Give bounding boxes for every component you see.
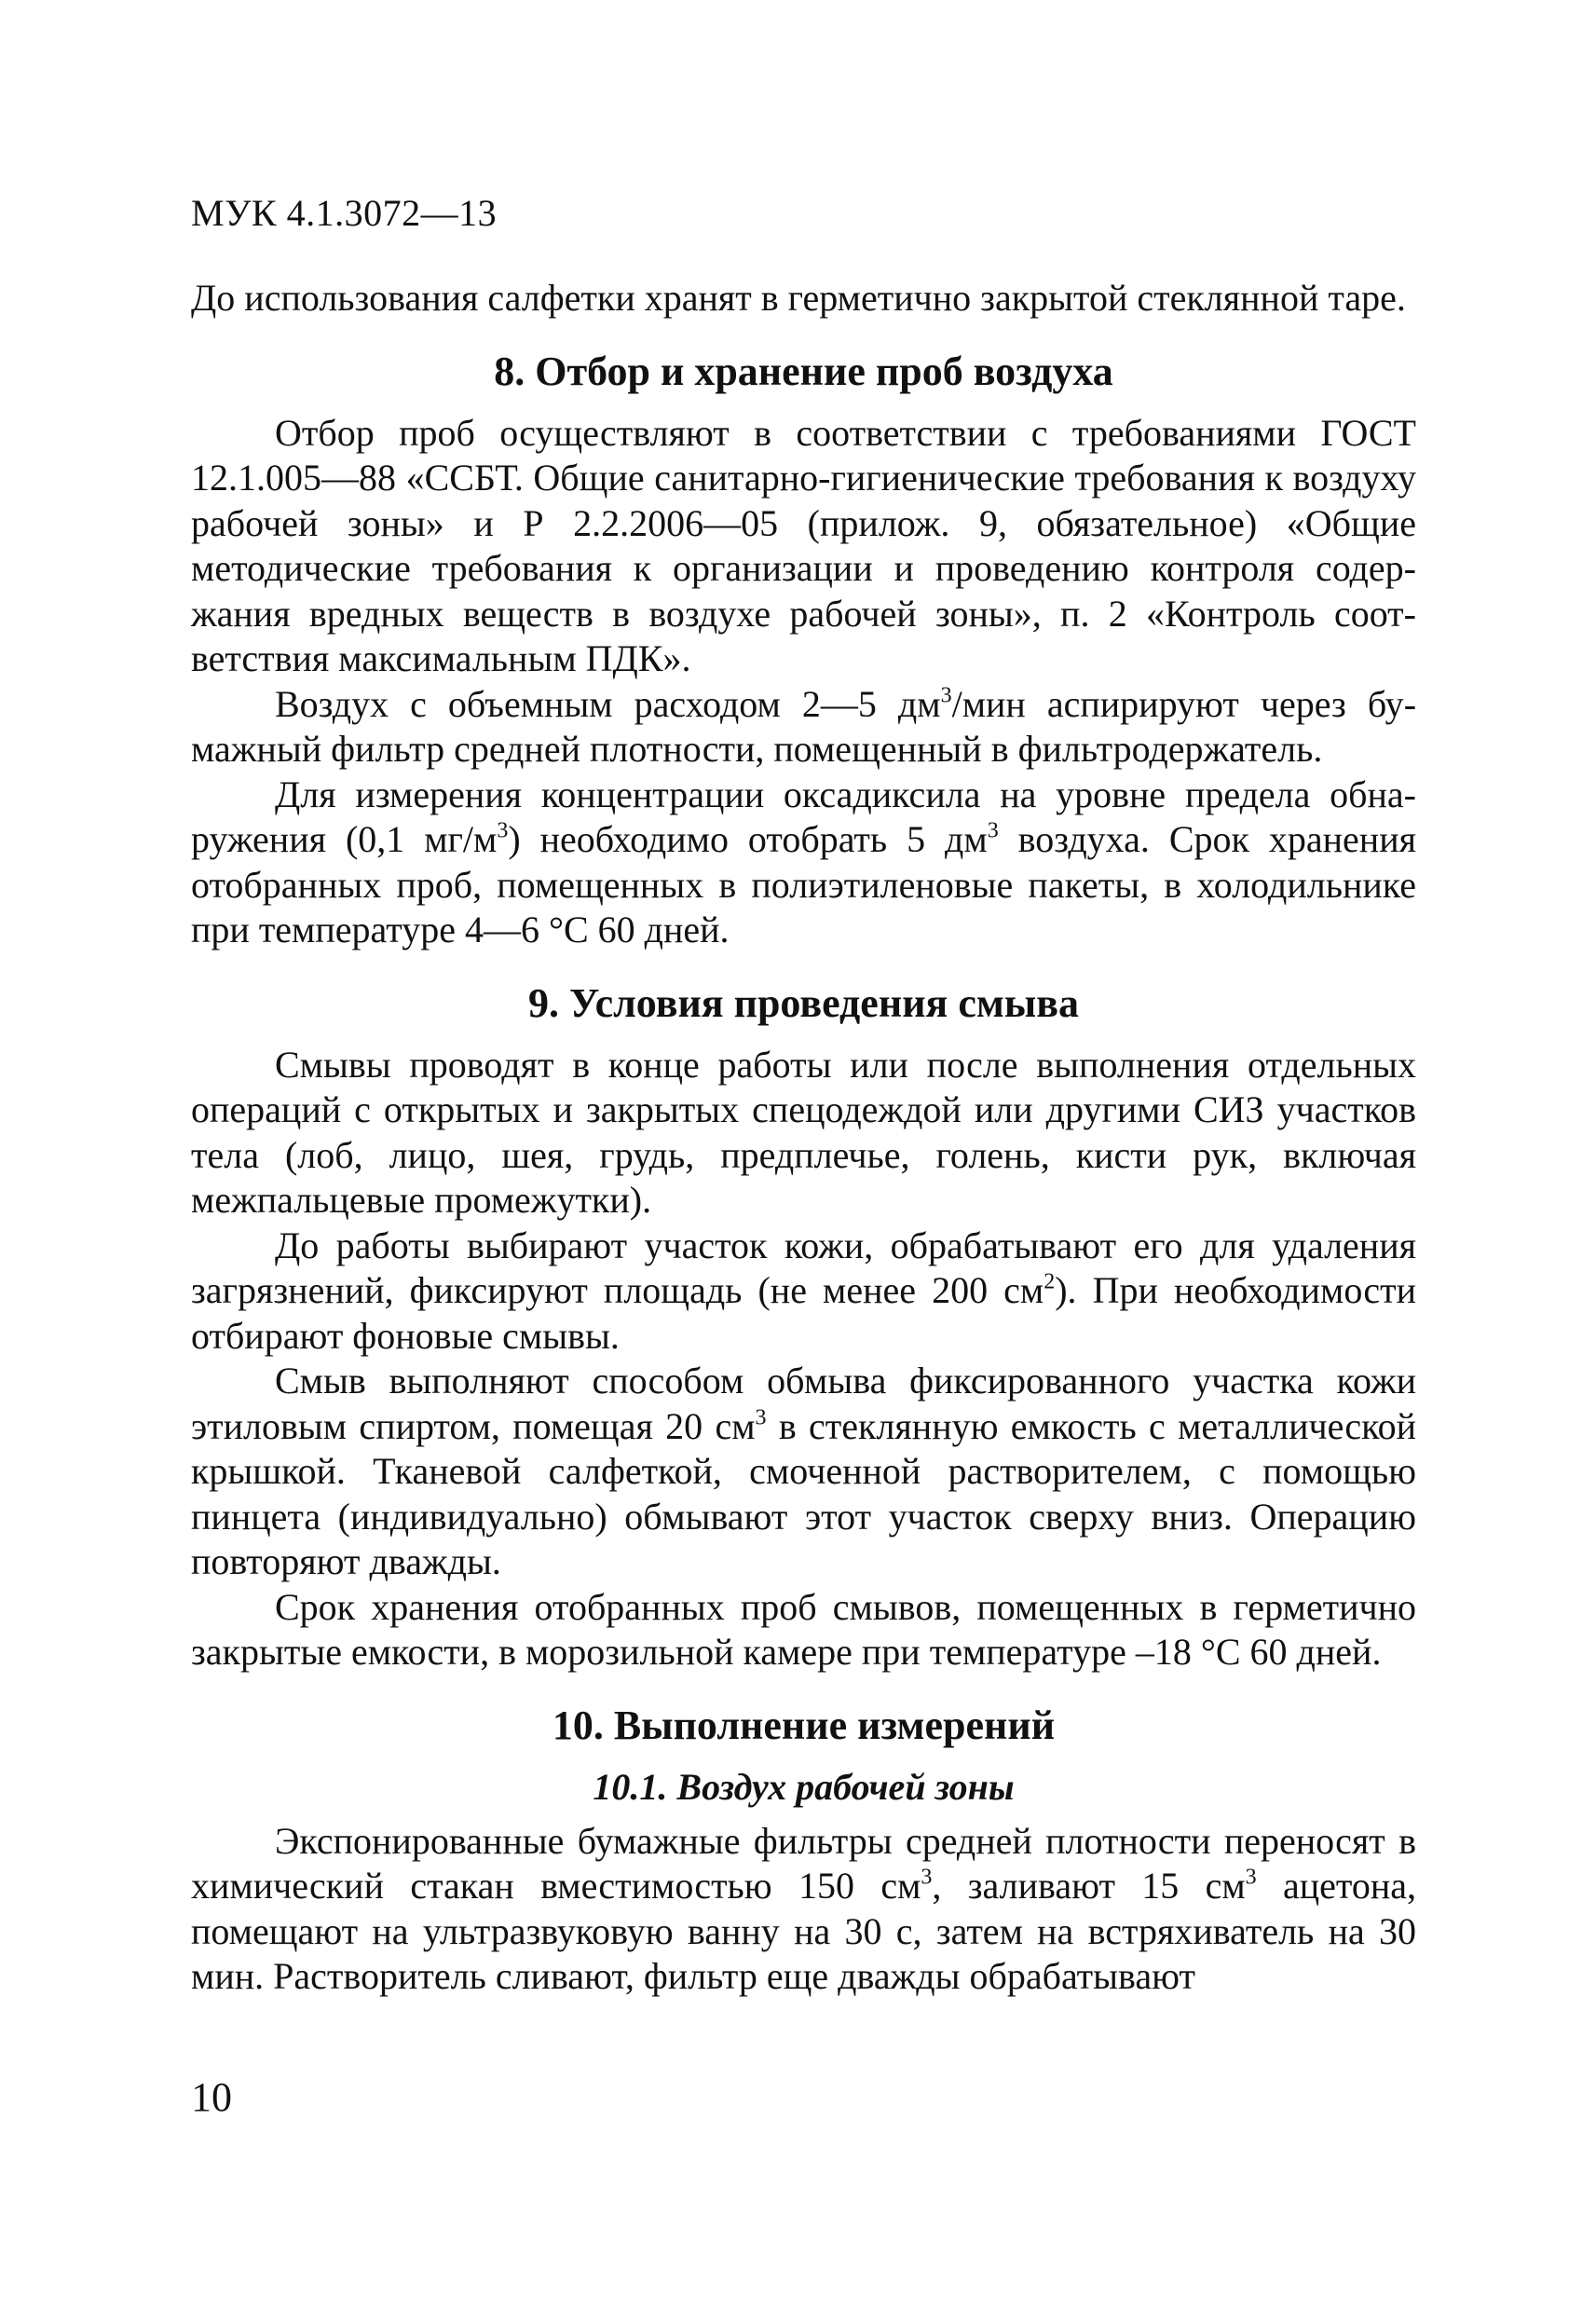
section-10-1-subheading: 10.1. Воздух рабочей зоны — [593, 1765, 1015, 1808]
section-9-paragraph-1: Смывы проводят в конце работы или после выполнения отдельных операций с открытых и закрытых спецодеждой или другими СИЗ участков тела (лоб, лицо, шея, грудь, предплечье, голень, кисти рук, включая межпальцевые промежутки). — [191, 1043, 1416, 1221]
section-8-paragraph-3: Для измерения концентрации оксадиксила на уровне предела обнаружения (0,1 $мг/м^3$) необходимо отобрать 5 $дм^3$ воздуха. Срок хранения отобранных проб, помещенных в полиэтиленовые пакеты, в холодильнике при температуре 4—6 °С 60 дней. — [191, 773, 1416, 950]
intro-paragraph: До использования салфетки хранят в герметично закрытой стеклянной таре. — [191, 277, 1406, 319]
document-code-header: МУК 4.1.3072—13 — [191, 192, 498, 234]
section-8-paragraph-1: Отбор проб осуществляют в соответствии с требованиями ГОСТ 12.1.005—88 «ССБТ. Общие санитарно-гигиенические требования к воздуху рабочей зоны» и Р 2.2.2006—05 (прилож. 9, обязательное) «Общие методические требования к организации и проведению контроля содержания вредных веществ в воздухе рабочей зоны», п. 2 «Контроль соответствия максимальным ПДК». — [191, 411, 1416, 679]
section-9-heading: 9. Условия проведения смыва — [528, 979, 1079, 1026]
page-number: 10 — [191, 2074, 232, 2120]
section-8-paragraph-2: Воздух с объемным расходом 2—5 $дм^3$/мин аспирируют через бумажный фильтр средней плотности, помещенный в фильтродержатель. — [191, 682, 1417, 770]
section-9-paragraph-2: До работы выбирают участок кожи, обрабатывают его для удаления загрязнений, фиксируют площадь (не менее 200 $см^2$). При необходимости отбирают фоновые смывы. — [191, 1224, 1417, 1357]
section-10-paragraph-1: Экспонированные бумажные фильтры средней плотности переносят в химический стакан вместимостью 150 $см^3$, заливают 15 $см^3$ ацетона, помещают на ультразвуковую ванну на 30 с, затем на встряхиватель на 30 мин. Растворитель сливают, фильтр еще дважды обрабатывают — [191, 1819, 1416, 1997]
document-body — [191, 276, 1416, 2000]
section-9-paragraph-4: Срок хранения отобранных проб смывов, помещенных в герметично закрытые емкости, в морозильной камере при температуре –18 °С 60 дней. — [191, 1585, 1416, 1673]
section-10-heading: 10. Выполнение измерений — [552, 1702, 1056, 1748]
section-8-heading: 8. Отбор и хранение проб воздуха — [494, 348, 1113, 394]
section-9-paragraph-3: Смыв выполняют способом обмыва фиксированного участка кожи этиловым спиртом, помещая 20 $см^3$ в стеклянную емкость с металлической крышкой. Тканевой салфеткой, смоченной растворителем, с помощью пинцета (индивидуально) обмывают этот участок сверху вниз. Операцию повторяют дважды. — [191, 1360, 1416, 1582]
